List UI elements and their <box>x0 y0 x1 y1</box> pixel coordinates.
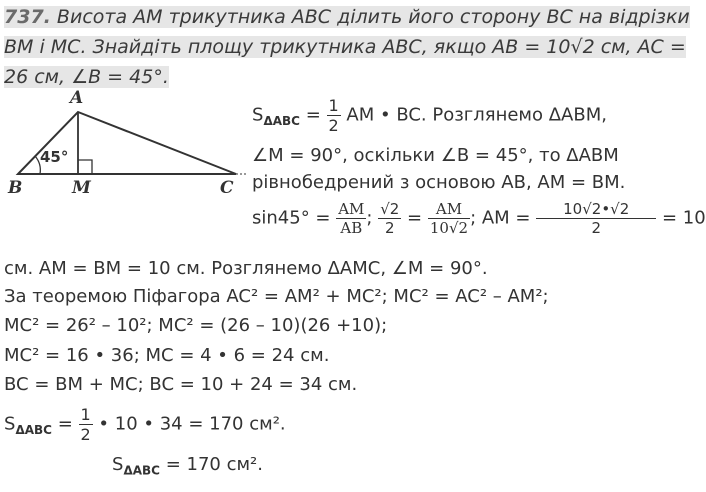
area-symbol: S <box>252 104 264 126</box>
problem-number: 737. <box>4 6 51 28</box>
fraction-numerator: √2 <box>380 200 400 218</box>
vertex-b-label: B <box>8 178 23 198</box>
solution-row-5: см. AM = BM = 10 см. Розглянемо ΔAMC, ∠M = 90°. <box>4 258 488 279</box>
fraction-denominator: 2 <box>536 218 656 237</box>
right-angle-mark <box>78 160 92 174</box>
separator: ; <box>366 207 379 229</box>
fraction-sqrt2-2 <box>378 200 401 237</box>
row-4-end: = 10 <box>656 207 706 229</box>
solution-row-11 <box>112 454 263 478</box>
equals: = <box>51 413 79 435</box>
solution-row-8: MC² = 16 • 36; MC = 4 • 6 = 24 см. <box>4 345 330 366</box>
fraction-half <box>327 96 341 135</box>
area-symbol: S <box>112 454 124 475</box>
fraction-denominator: 10√2 <box>429 219 469 237</box>
area-subscript: ΔABC <box>15 423 52 438</box>
solution-row-7: MC² = 26² – 10²; MC² = (26 – 10)(26 +10); <box>4 315 388 336</box>
am-text: ; AM = <box>470 207 537 229</box>
solution-row-6: За теоремою Піфагора AC² = AM² + MC²; MC² = AC² – AM²; <box>4 286 549 307</box>
fraction-am-value <box>536 200 656 237</box>
row-1-text: AM • BC. Розглянемо ΔABM, <box>340 104 607 126</box>
row-10-text: • 10 • 34 = 170 см². <box>92 413 286 435</box>
fraction-numerator: AM <box>435 200 463 218</box>
problem-text-3: 26 см, ∠B = 45°. <box>4 66 169 88</box>
equals: = <box>401 207 428 229</box>
fraction-am-ab <box>336 200 366 237</box>
triangle-figure <box>0 88 250 198</box>
problem-line-3 <box>4 66 169 88</box>
final-answer: = 170 см². <box>159 454 263 475</box>
point-m-label: M <box>72 178 91 198</box>
problem-text-1: Висота AM трикутника ABC ділить його сторону BC на відрізки <box>50 6 690 28</box>
solution-row-1 <box>252 96 607 135</box>
sin-text: sin45° = <box>252 207 337 229</box>
problem-line-1 <box>4 6 690 28</box>
fraction-numerator: AM <box>338 200 365 218</box>
solution-row-3: рівнобедрений з основою AB, AM = BM. <box>252 172 626 193</box>
area-subscript: ΔABC <box>263 114 300 129</box>
fraction-numerator: 1 <box>80 405 91 424</box>
fraction-denominator: AB <box>336 218 366 237</box>
area-subscript: ΔABC <box>123 463 160 478</box>
problem-line-2 <box>4 36 686 58</box>
solution-row-10 <box>4 405 286 444</box>
solution-row-2: ∠M = 90°, оскільки ∠B = 45°, то ΔABM <box>252 145 619 166</box>
fraction-am-10sqrt2 <box>428 200 470 237</box>
fraction-denominator: 2 <box>378 218 401 237</box>
problem-text-2: BM і MC. Знайдіть площу трикутника ABC, якщо AB = 10√2 см, AC = <box>4 36 686 58</box>
vertex-a-label: A <box>70 88 84 108</box>
fraction-half <box>79 405 93 444</box>
fraction-denominator: 2 <box>80 425 91 444</box>
solution-row-4 <box>252 200 706 237</box>
area-symbol: S <box>4 413 16 435</box>
fraction-numerator: 1 <box>328 96 339 115</box>
fraction-numerator: 10√2•√2 <box>563 200 630 218</box>
vertex-c-label: C <box>220 178 234 198</box>
solution-row-9: BC = BM + MC; BC = 10 + 24 = 34 см. <box>4 374 358 395</box>
equals: = <box>299 104 327 126</box>
angle-b-label: 45° <box>40 148 69 166</box>
fraction-denominator: 2 <box>328 116 339 135</box>
